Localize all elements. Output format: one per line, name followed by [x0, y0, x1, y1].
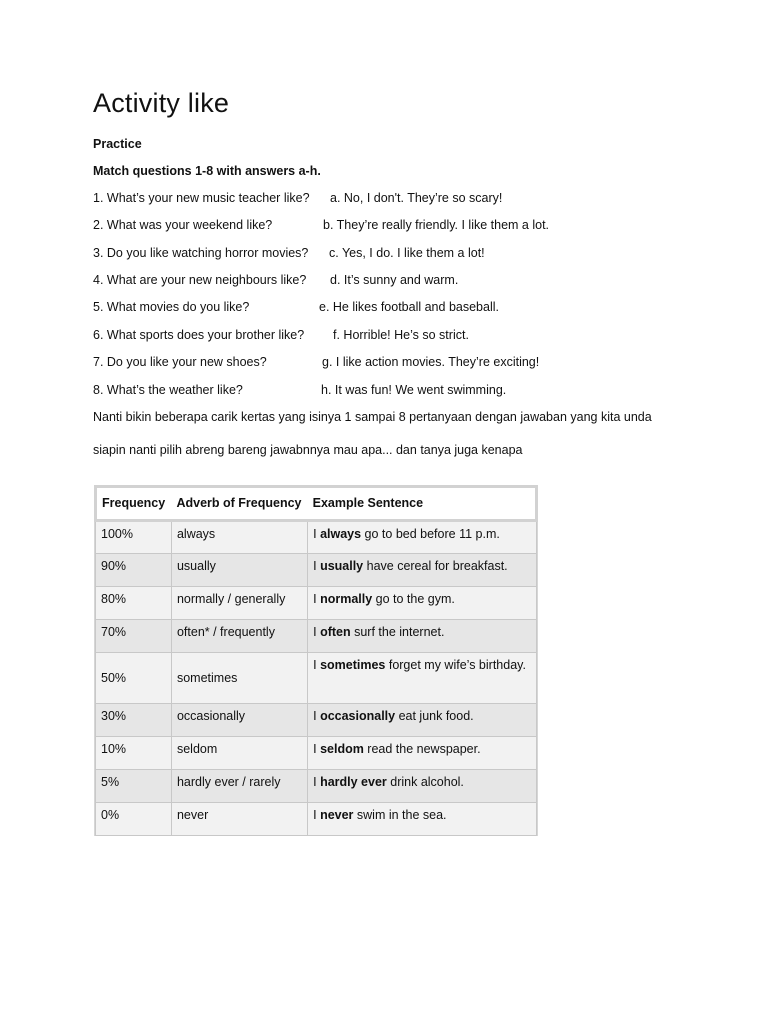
- example-cell: [308, 770, 537, 803]
- example-rest: go to the gym.: [372, 592, 455, 606]
- frequency-cell: 70%: [96, 620, 172, 653]
- adverb-cell: often* / frequently: [171, 620, 307, 653]
- answer-text: g. I like action movies. They’re exciting!: [322, 355, 540, 369]
- example-rest: eat junk food.: [395, 709, 474, 723]
- question-text: 3. Do you like watching horror movies?: [93, 246, 309, 260]
- example-prefix: I: [313, 527, 321, 541]
- frequency-cell: 100%: [96, 521, 172, 554]
- table-row: [96, 803, 537, 836]
- answer-text: b. They’re really friendly. I like them a lot.: [323, 218, 550, 232]
- example-prefix: I: [313, 742, 321, 756]
- example-adverb: always: [320, 527, 362, 541]
- adverb-cell: occasionally: [171, 704, 307, 737]
- instruction-text: Match questions 1-8 with answers a-h.: [93, 164, 321, 178]
- example-cell: [308, 554, 537, 587]
- example-prefix: I: [313, 658, 321, 672]
- example-rest: have cereal for breakfast.: [363, 559, 508, 573]
- example-cell: [308, 653, 537, 704]
- example-prefix: I: [313, 625, 321, 639]
- adverb-cell: seldom: [171, 737, 307, 770]
- answer-text: f. Horrible! He’s so strict.: [333, 328, 469, 342]
- note-line: Nanti bikin beberapa carik kertas yang isinya 1 sampai 8 pertanyaan dengan jawaban yang kita unda: [93, 410, 652, 424]
- question-text: 7. Do you like your new shoes?: [93, 355, 267, 369]
- example-adverb: never: [320, 808, 354, 822]
- question-text: 5. What movies do you like?: [93, 300, 250, 314]
- example-adverb: hardly ever: [320, 775, 387, 789]
- example-prefix: I: [313, 559, 321, 573]
- question-text: 4. What are your new neighbours like?: [93, 273, 307, 287]
- answer-text: a. No, I don't. They’re so scary!: [330, 191, 503, 205]
- header-frequency: Frequency: [96, 487, 172, 521]
- example-adverb: usually: [320, 559, 364, 573]
- frequency-cell: 30%: [96, 704, 172, 737]
- header-example: Example Sentence: [308, 487, 537, 521]
- table-row: [96, 704, 537, 737]
- table-row: [96, 770, 537, 803]
- example-rest: forget my wife’s birthday.: [385, 658, 526, 672]
- adverb-cell: usually: [171, 554, 307, 587]
- example-adverb: sometimes: [320, 658, 386, 672]
- example-prefix: I: [313, 709, 321, 723]
- question-text: 1. What’s your new music teacher like?: [93, 191, 310, 205]
- table-row: [96, 587, 537, 620]
- frequency-cell: 80%: [96, 587, 172, 620]
- frequency-cell: 90%: [96, 554, 172, 587]
- frequency-cell: 10%: [96, 737, 172, 770]
- example-cell: [308, 704, 537, 737]
- answer-text: d. It’s sunny and warm.: [330, 273, 459, 287]
- example-cell: [308, 737, 537, 770]
- example-prefix: I: [313, 808, 321, 822]
- example-cell: [308, 620, 537, 653]
- example-rest: go to bed before 11 p.m.: [361, 527, 500, 541]
- example-rest: swim in the sea.: [353, 808, 447, 822]
- example-cell: [308, 521, 537, 554]
- page-title: Activity like: [93, 88, 230, 118]
- example-cell: [308, 803, 537, 836]
- table-row: [96, 554, 537, 587]
- question-text: 8. What’s the weather like?: [93, 383, 243, 397]
- question-text: 6. What sports does your brother like?: [93, 328, 305, 342]
- example-prefix: I: [313, 775, 321, 789]
- frequency-cell: 5%: [96, 770, 172, 803]
- adverb-cell: hardly ever / rarely: [171, 770, 307, 803]
- adverb-cell: never: [171, 803, 307, 836]
- practice-heading: Practice: [93, 137, 142, 151]
- question-text: 2. What was your weekend like?: [93, 218, 273, 232]
- example-rest: drink alcohol.: [386, 775, 464, 789]
- table-header-row: [96, 487, 537, 521]
- frequency-cell: 0%: [96, 803, 172, 836]
- example-adverb: normally: [320, 592, 373, 606]
- answer-text: h. It was fun! We went swimming.: [321, 383, 507, 397]
- table-row: [96, 737, 537, 770]
- table-row: [96, 653, 537, 704]
- example-adverb: seldom: [320, 742, 364, 756]
- table-row: [96, 620, 537, 653]
- note-line: siapin nanti pilih abreng bareng jawabnnya mau apa... dan tanya juga kenapa: [93, 443, 523, 457]
- example-rest: read the newspaper.: [363, 742, 481, 756]
- adverb-cell: sometimes: [171, 653, 307, 704]
- example-prefix: I: [313, 592, 321, 606]
- frequency-cell: 50%: [96, 653, 172, 704]
- example-adverb: occasionally: [320, 709, 396, 723]
- frequency-table: [94, 485, 538, 836]
- example-adverb: often: [320, 625, 351, 639]
- answer-text: c. Yes, I do. I like them a lot!: [329, 246, 485, 260]
- example-cell: [308, 587, 537, 620]
- table-row: [96, 521, 537, 554]
- header-adverb: Adverb of Frequency: [171, 487, 307, 521]
- adverb-cell: always: [171, 521, 307, 554]
- example-rest: surf the internet.: [350, 625, 445, 639]
- adverb-cell: normally / generally: [171, 587, 307, 620]
- answer-text: e. He likes football and baseball.: [319, 300, 499, 314]
